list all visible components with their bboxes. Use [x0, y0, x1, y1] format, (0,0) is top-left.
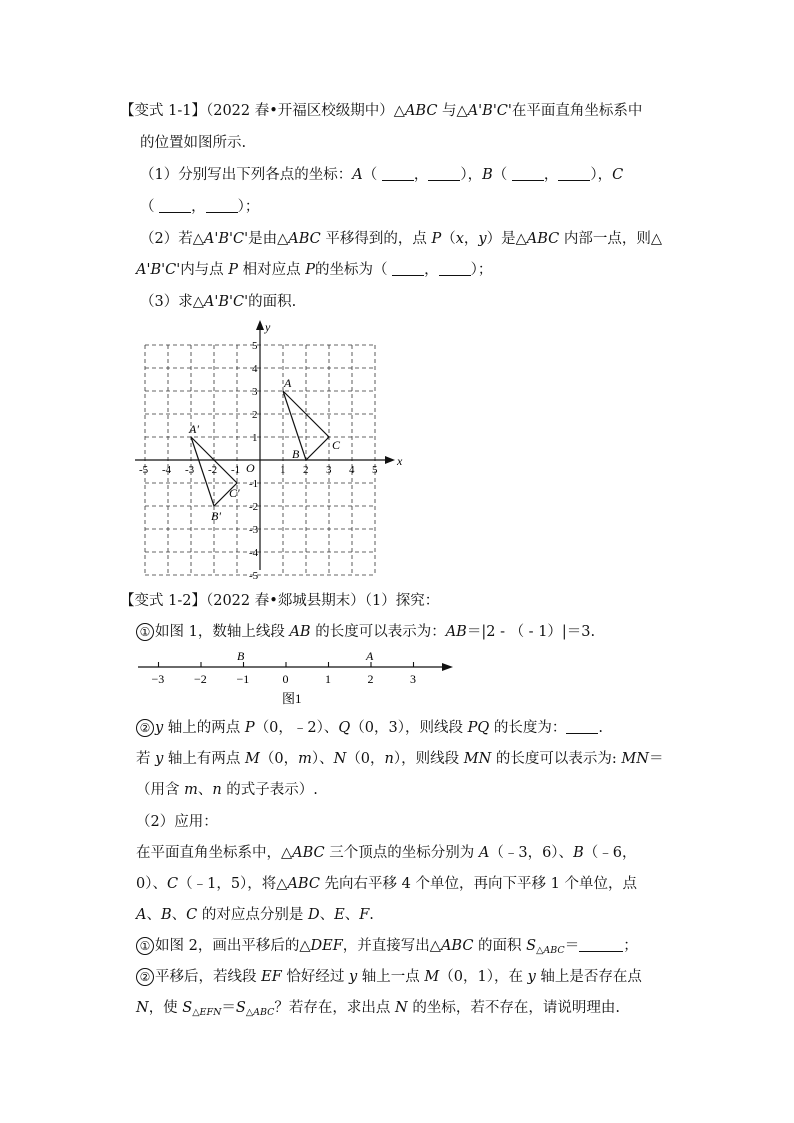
number-line-tick-label: −1 [236, 672, 250, 686]
answer-blank[interactable] [558, 166, 590, 181]
v2-app-line1: 在平面直角坐标系中，△ABC 三个顶点的坐标分别为 A（﹣3，6）、B（﹣6， [136, 845, 637, 861]
number-line-tick-label: 1 [325, 672, 331, 686]
number-line-ticks [152, 662, 417, 686]
v1-q1-cont: （ ， ）； [140, 199, 260, 215]
number-line-tick-label: 2 [367, 672, 374, 686]
point-label-pt-c2: C' [229, 486, 240, 500]
numline-point-B: B [237, 649, 245, 663]
x-tick-label: -2 [208, 464, 218, 476]
v2-app-line3: A、B、C 的对应点分别是 D、E、F. [136, 907, 374, 923]
v2-line3: 若 y 轴上有两点 M（0，m）、N（0，n），则线段 MN 的长度可以表示为: MN＝ [136, 751, 664, 767]
y-tick-label: 3 [252, 386, 258, 398]
v1-q1: （1）分别写出下列各点的坐标：A（ ， ），B（ ， ），C [140, 167, 624, 183]
v1-q3: （3）求△A'B'C'的面积. [140, 294, 297, 310]
x-tick-label: -4 [162, 464, 172, 476]
figure-1-caption: 图1 [282, 691, 302, 706]
answer-blank[interactable] [512, 166, 544, 181]
v2-item2: ② y 轴上的两点 P（0，﹣2）、Q（0，3），则线段 PQ 的长度为： . [136, 718, 603, 738]
v2-line4: （用含 m、n 的式子表示）. [136, 782, 318, 798]
circled-1: ① [136, 623, 154, 641]
v2-application-head: （2）应用： [136, 814, 218, 830]
v2-app-line2: 0）、C（﹣1，5），将△ABC 先向右平移 4 个单位，再向下平移 1 个单位，点 [136, 876, 637, 892]
v2-item1: ① 如图 1，数轴上线段 AB 的长度可以表示为：AB＝|2 - （ - 1）|＝3. [136, 622, 595, 642]
answer-blank[interactable] [428, 166, 460, 181]
v1-tag: 【变式 1-1】 [120, 103, 206, 119]
number-line-arrow [442, 663, 453, 671]
y-tick-label: -2 [249, 501, 259, 513]
y-axis-arrow [256, 320, 264, 330]
answer-blank[interactable] [392, 261, 424, 276]
axes [135, 320, 403, 570]
v1-line2: 的位置如图所示. [140, 135, 247, 151]
answer-blank[interactable] [382, 166, 414, 181]
y-tick-label: 1 [252, 432, 258, 444]
point-label-pt-c: C [332, 438, 341, 452]
y-tick-label: 2 [252, 409, 258, 421]
y-axis-label: y [265, 320, 271, 334]
y-tick-label: -3 [249, 524, 259, 536]
origin-label: O [246, 461, 255, 475]
point-label-pt-b2: B' [211, 509, 221, 523]
number-line-tick-label: 0 [282, 672, 289, 686]
coordinate-grid-figure [130, 315, 420, 582]
answer-blank[interactable] [566, 719, 598, 734]
x-tick-label: 3 [326, 464, 332, 476]
v1-line1: 【变式 1-1】（2022 春•开福区校级期中）△ABC 与△A'B'C'在平面直角坐标系中 [120, 103, 643, 119]
number-line-tick-label: 3 [410, 672, 416, 686]
number-line-tick-label: −3 [151, 672, 165, 686]
circled-1: ① [136, 937, 154, 955]
answer-blank[interactable] [159, 198, 191, 213]
point-label-pt-a: A [284, 376, 292, 390]
x-tick-label: 1 [280, 464, 286, 476]
answer-blank[interactable] [579, 937, 623, 952]
y-tick-label: 4 [252, 363, 258, 375]
x-tick-label: -1 [231, 464, 241, 476]
v2-sub1: ① 如图 2，画出平移后的△DEF，并直接写出△ABC 的面积 $S_{\triangle ABC}=$ ； [136, 936, 638, 961]
answer-blank[interactable] [206, 198, 238, 213]
circled-2: ② [136, 968, 154, 986]
v1-q2: （2）若△A'B'C'是由△ABC 平移得到的，点 P（x，y）是△ABC 内部一点，则△ [140, 231, 663, 247]
y-tick-label: -5 [249, 570, 259, 582]
v2-tag: 【变式 1-2】 [120, 593, 206, 609]
v2-sub2: ② 平移后，若线段 EF 恰好经过 y 轴上一点 M（0，1），在 y 轴上是否存在点 [136, 967, 642, 987]
point-label-pt-a2: A' [189, 422, 199, 436]
x-axis-label: x [397, 454, 403, 468]
number-line-figure [135, 645, 465, 710]
x-tick-label: -5 [139, 464, 149, 476]
point-labels [188, 376, 341, 523]
number-line-tick-label: −2 [194, 672, 207, 686]
v2-line1: 【变式 1-2】（2022 春•郯城县期末）（1）探究： [120, 593, 440, 609]
answer-blank[interactable] [439, 261, 471, 276]
tick-labels [139, 340, 378, 582]
x-tick-label: -3 [185, 464, 195, 476]
x-tick-label: 2 [303, 464, 309, 476]
v1-q2-cont: A'B'C'内与点 P 相对应点 P的坐标为（ ， ）； [136, 262, 493, 278]
y-tick-label: -1 [249, 478, 259, 490]
y-tick-label: 5 [252, 340, 258, 352]
x-tick-label: 4 [349, 464, 355, 476]
numline-point-A: A [366, 649, 374, 663]
y-tick-label: -4 [249, 547, 259, 559]
x-axis-arrow [385, 456, 395, 464]
x-tick-label: 5 [372, 464, 378, 476]
circled-2: ② [136, 719, 154, 737]
point-label-pt-b: B [292, 447, 300, 461]
v2-sub2-cont: N，使 $S_{\triangle EFN}=S_{\triangle ABC}$？若存在，求出点 N 的坐标，若不存在，请说明理由. [136, 1000, 620, 1018]
